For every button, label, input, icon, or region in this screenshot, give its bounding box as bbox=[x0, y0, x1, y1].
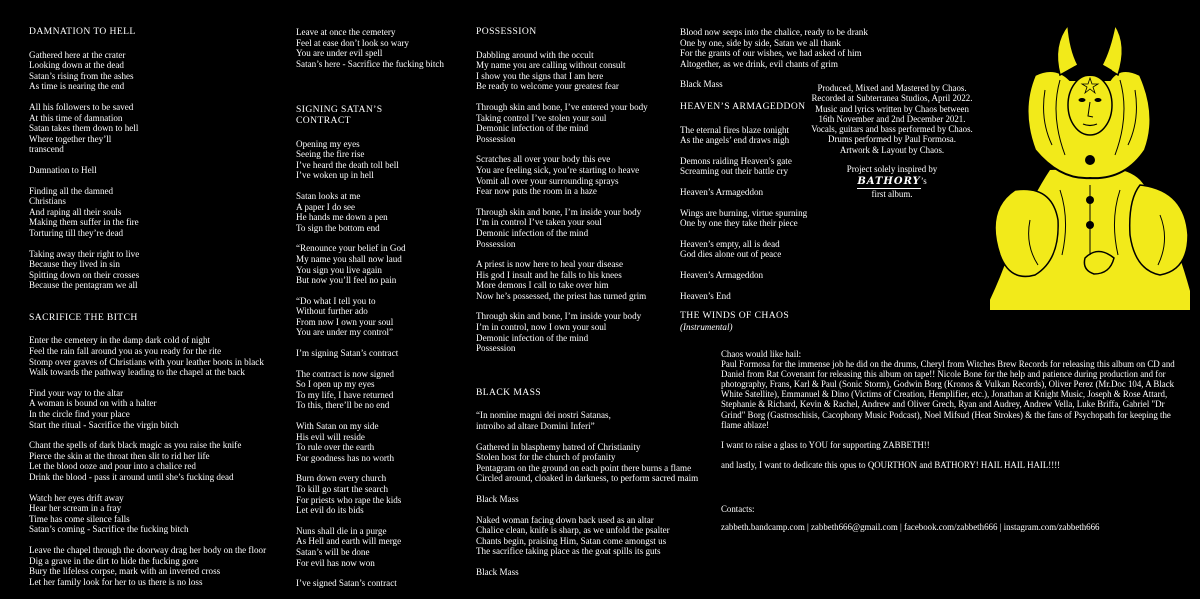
lyric-line: But now you’ll feel no pain bbox=[296, 275, 397, 286]
stanza bbox=[29, 440, 291, 482]
lyric-line: As time is nearing the end bbox=[29, 81, 125, 92]
lyric-line: Fear now puts the room in a haze bbox=[476, 186, 597, 197]
lyric-line: transcend bbox=[29, 144, 64, 155]
lyric-line: Black Mass bbox=[680, 79, 723, 90]
lyric-line: Satan’s rising from the ashes bbox=[29, 70, 134, 81]
lyric-line: For priests who rape the kids bbox=[296, 494, 402, 505]
hail-body: Paul Formosa for the immense job he did on the drums, Cheryl from Witches Brew Records for releasing this album on CD and Daniel from Rat Covenant for releasing this album on tape!! Nicole Bone for the help and patience during production and for photography, Frans, Karl & Paul (Sonic Storm), Godwin Borg (Kronos & Vulkan Records), Oliver Perez (Mr.Doc 104, A Black White Satellite), Emmanuel & Dino (Victims of Creation, Hemplifier, etc.), Jonathan at Knight Music, Joseph & Rose Attard, Stephanie & Richard, Kevin & Rachel, Andrew and Oliver Grech, Ryan and Audrey, Andrew Vella, Luke Briffa, Gabriel "Dr Grind" Borg (Gastroschisis, Cacophony Music Podcast), Noel Mifsud (Heat Strokes) & the fans of Psychopath for keeping the flame ablaze! bbox=[721, 359, 1175, 430]
lyric-line: Let her family look for her to us there is no loss bbox=[29, 576, 203, 587]
lyric-line: Finding all the damned bbox=[29, 185, 114, 196]
lyric-line: Let evil do its bids bbox=[296, 505, 364, 516]
song-title: SIGNING SATAN’S CONTRACT bbox=[296, 104, 383, 126]
stanza bbox=[296, 369, 466, 411]
contacts-section bbox=[721, 504, 1181, 532]
lyric-line: All his followers to be saved bbox=[29, 101, 134, 112]
lyric-line: Through skin and bone, I’ve entered your body bbox=[476, 101, 648, 112]
lyric-line: Heaven’s empty, all is dead bbox=[680, 238, 780, 249]
lyric-line: Satan’s coming - Sacrifice the fucking bitch bbox=[29, 524, 189, 535]
stanza bbox=[29, 335, 291, 377]
stanza bbox=[476, 102, 676, 144]
lyric-line: Chants begin, praising Him, Satan come amongst us bbox=[476, 535, 667, 546]
lyric-line: You are under my control” bbox=[296, 327, 394, 338]
lyric-line: I’ve signed Satan’s contract bbox=[296, 578, 397, 589]
lyric-line: More demons I call to take over him bbox=[476, 280, 609, 291]
lyric-line: “In nomine magni dei nostri Satanas, bbox=[476, 410, 611, 421]
credit-line: Recorded at Subterranea Studios, April 2022. bbox=[811, 93, 973, 104]
lyric-line: You are feeling sick, you’re starting to heave bbox=[476, 164, 640, 175]
stanza bbox=[680, 208, 880, 229]
song bbox=[680, 27, 880, 90]
lyric-line: Feel at ease don’t look so wary bbox=[296, 37, 409, 48]
lyric-line: Black Mass bbox=[476, 494, 519, 504]
lyric-line: Burn down every church bbox=[296, 473, 387, 484]
song-title: DAMNATION TO HELL bbox=[29, 26, 136, 37]
stanza bbox=[476, 441, 699, 484]
lyric-line: His god I insult and he falls to his knees bbox=[476, 269, 622, 280]
stanza bbox=[296, 27, 466, 69]
lyric-line: The eternal fires blaze tonight bbox=[680, 124, 790, 135]
lyric-line: My name you are calling without consult bbox=[476, 60, 626, 71]
lyric-line: Because they lived in sin bbox=[29, 259, 120, 270]
hail-raise: I want to raise a glass to YOU for supporting ZABBETH!! bbox=[721, 439, 930, 450]
lyric-line: Demonic infection of the mind bbox=[476, 123, 589, 134]
lyric-line: I’ve woken up in hell bbox=[296, 170, 374, 181]
lyric-line: Leave the chapel through the doorway drag her body on the floor bbox=[29, 544, 267, 555]
lyric-line: Let the blood ooze and pour into a chalice red bbox=[29, 461, 196, 472]
lyric-line: Heaven’s Armageddon bbox=[680, 186, 764, 197]
lyric-line: He hands me down a pen bbox=[296, 212, 388, 223]
lyric-line: For goodness has no worth bbox=[296, 452, 395, 463]
lyric-line: Where together they’ll bbox=[29, 133, 112, 144]
lyric-line: To sign the bottom end bbox=[296, 222, 380, 233]
lyric-line: Enter the cemetery in the damp dark cold of night bbox=[29, 335, 211, 346]
lyric-line: Circled around, cloaked in darkness, to perform sacred maim bbox=[476, 473, 699, 484]
lyric-line: Start the ritual - Sacrifice the virgin bitch bbox=[29, 419, 179, 430]
song bbox=[476, 27, 676, 354]
stanza bbox=[29, 165, 291, 176]
stanza bbox=[476, 50, 676, 92]
lyric-line: Taking away their right to live bbox=[29, 248, 140, 259]
lyric-line: Possession bbox=[476, 133, 516, 144]
credit-line: 16th November and 2nd December 2021. bbox=[818, 113, 966, 124]
stanza bbox=[476, 311, 676, 353]
lyric-line: Heaven’s End bbox=[680, 290, 731, 301]
credit-line: Artwork & Layout by Chaos. bbox=[839, 144, 945, 155]
lyric-line: With Satan on my side bbox=[296, 421, 379, 432]
lyric-line: “Renounce your belief in God bbox=[296, 243, 406, 254]
stanza bbox=[476, 154, 676, 196]
credit-line: Vocals, guitars and bass performed by Chaos. bbox=[811, 124, 973, 135]
stanza bbox=[680, 239, 880, 260]
stanza bbox=[476, 410, 676, 431]
lyric-line: Satan’s will be done bbox=[296, 546, 370, 557]
stanza bbox=[476, 515, 676, 557]
hail-section bbox=[721, 349, 1176, 480]
credit-line: Music and lyrics written by Chaos between bbox=[815, 103, 969, 114]
lyric-line: Making them suffer in the fire bbox=[29, 217, 139, 228]
lyric-line: Blood now seeps into the chalice, ready to be drank bbox=[680, 27, 868, 37]
lyric-line: Gathered here at the crater bbox=[29, 49, 126, 60]
lyric-line: Taking control I’ve stolen your soul bbox=[476, 112, 607, 123]
song-subtitle: (Instrumental) bbox=[680, 321, 733, 332]
stanza bbox=[476, 207, 676, 249]
lyric-line: One by one, side by side, Satan we all thank bbox=[680, 37, 841, 48]
lyric-line: In the circle find your place bbox=[29, 409, 130, 420]
lyric-line: I’m in control I’ve taken your soul bbox=[476, 217, 602, 228]
lyric-line: As Hell and earth will merge bbox=[296, 536, 402, 547]
lyric-line: Stolen host for the church of profanity bbox=[476, 452, 616, 463]
song-title: POSSESSION bbox=[476, 26, 537, 37]
lyric-line: Possession bbox=[476, 238, 516, 249]
production-credits bbox=[786, 83, 998, 199]
lyric-line: A woman is bound on with a halter bbox=[29, 398, 157, 409]
lyric-line: Time has come silence falls bbox=[29, 513, 130, 524]
lyric-line: One by one they take their piece bbox=[680, 218, 798, 229]
stanza bbox=[29, 50, 291, 92]
lyric-line: Screaming out their battle cry bbox=[680, 166, 789, 177]
lyric-line: Leave at once the cemetery bbox=[296, 27, 396, 37]
lyric-line: Looking down at the dead bbox=[29, 60, 124, 71]
lyric-line: I’m signing Satan’s contract bbox=[296, 348, 399, 359]
lyric-line: Wings are burning, virtue spurning bbox=[680, 207, 808, 218]
contacts-links[interactable]: zabbeth.bandcamp.com | zabbeth666@gmail.com | facebook.com/zabbeth666 | instagram.com/zabbeth666 bbox=[721, 522, 1100, 533]
contacts-label: Contacts: bbox=[721, 504, 755, 514]
lyric-line: For evil has now won bbox=[296, 557, 375, 568]
lyric-line: His evil will reside bbox=[296, 431, 365, 442]
lyric-line: From now I own your soul bbox=[296, 316, 394, 327]
bathory-logo: BATHORY bbox=[857, 176, 921, 188]
lyric-line: Demonic infection of the mind bbox=[476, 227, 589, 238]
song-title: SACRIFICE THE BITCH bbox=[29, 311, 138, 323]
lyric-line: Satan takes them down to hell bbox=[29, 123, 139, 134]
lyric-line: “Do what I tell you to bbox=[296, 295, 376, 306]
winds-of-chaos bbox=[680, 311, 880, 332]
lyric-line: God dies alone out of peace bbox=[680, 249, 782, 260]
lyric-line: Watch her eyes drift away bbox=[29, 492, 124, 503]
lyric-line: Altogether, as we drink, evil chants of grim bbox=[680, 58, 838, 69]
bathory-suffix: ’s bbox=[920, 176, 927, 187]
lyric-line: Seeing the fire rise bbox=[296, 149, 365, 160]
column-1 bbox=[29, 27, 291, 597]
song bbox=[296, 105, 466, 588]
credit-line: Drums performed by Paul Formosa. bbox=[828, 134, 956, 145]
lyric-line: I show you the signs that I am here bbox=[476, 70, 604, 81]
lyric-line: To rule over the earth bbox=[296, 442, 375, 453]
stanza bbox=[296, 243, 466, 285]
lyric-line: A priest is now here to heal your disease bbox=[476, 259, 623, 270]
song bbox=[29, 27, 291, 291]
portrait-illustration bbox=[990, 20, 1190, 320]
lyric-line: Dig a grave in the dirt to hide the fucking gore bbox=[29, 555, 199, 566]
album-text: first album. bbox=[871, 188, 913, 199]
lyric-line: I’m in control, now I own your soul bbox=[476, 322, 607, 333]
lyric-line: You are under evil spell bbox=[296, 48, 383, 59]
lyric-line: Chant the spells of dark black magic as you raise the knife bbox=[29, 440, 242, 451]
lyric-line: At this time of damnation bbox=[29, 112, 123, 123]
lyric-line: Pierce the skin at the throat then slit to rid her life bbox=[29, 450, 210, 461]
hail-dedicate: and lastly, I want to dedicate this opus to QOURTHON and BATHORY! HAIL HAIL HAIL!!!! bbox=[721, 459, 1061, 470]
lyric-line: Naked woman facing down back used as an altar bbox=[476, 514, 654, 525]
lyric-line: Drink the blood - pass it around until she’s fucking dead bbox=[29, 472, 234, 482]
stanza bbox=[680, 270, 880, 281]
stanza bbox=[476, 494, 676, 505]
lyric-line: For the grants of our wishes, we had asked of him bbox=[680, 48, 862, 59]
lyric-line: Find your way to the altar bbox=[29, 387, 124, 398]
lyric-line: And raping all their souls bbox=[29, 206, 122, 217]
lyric-line: Torturing till they’re dead bbox=[29, 227, 124, 238]
stanza bbox=[296, 139, 466, 181]
stanza bbox=[29, 102, 291, 155]
lyric-line: Stomp over graves of Christians with your leather boots in black bbox=[29, 356, 264, 367]
credit-line: Produced, Mixed and Mastered by Chaos. bbox=[817, 83, 967, 93]
lyric-line: Nuns shall die in a purge bbox=[296, 525, 387, 536]
lyric-line: To my life, I have returned bbox=[296, 389, 394, 400]
credit-lines bbox=[786, 83, 998, 155]
lyric-line: So I open up my eyes bbox=[296, 379, 375, 390]
stanza bbox=[680, 291, 880, 302]
stanza bbox=[296, 348, 466, 359]
song-title: BLACK MASS bbox=[476, 386, 542, 398]
lyric-line: To this, there’ll be no end bbox=[296, 400, 390, 411]
lyric-line: Be ready to welcome your greatest fear bbox=[476, 81, 619, 92]
lyric-line: Because the pentagram we all bbox=[29, 280, 138, 291]
lyric-line: Christians bbox=[29, 196, 66, 207]
stanza bbox=[476, 567, 676, 578]
lyric-line: Through skin and bone, I’m inside your body bbox=[476, 311, 642, 322]
stanza bbox=[296, 526, 466, 568]
stanza bbox=[29, 545, 291, 587]
lyric-line: You sign you live again bbox=[296, 264, 382, 275]
lyric-line: The contract is now signed bbox=[296, 368, 394, 379]
lyric-line: Bury the lifeless corpse, mark with an inverted cross bbox=[29, 566, 221, 577]
stanza bbox=[29, 249, 291, 291]
lyric-line: Gathered in blasphemy hatred of Christianity bbox=[476, 441, 641, 452]
stanza bbox=[29, 186, 291, 239]
inspired-text: Project solely inspired by bbox=[846, 164, 938, 175]
lyric-line: Damnation to Hell bbox=[29, 164, 97, 175]
lyric-line: Demonic infection of the mind bbox=[476, 332, 589, 343]
song bbox=[476, 386, 699, 578]
lyric-line: Satan looks at me bbox=[296, 190, 361, 201]
song-title: HEAVEN’S ARMAGEDDON bbox=[680, 100, 806, 112]
lyric-line: I’ve heard the death toll bell bbox=[296, 159, 399, 170]
column-2 bbox=[296, 27, 466, 599]
lyric-line: A paper I do see bbox=[296, 201, 356, 212]
lyric-line: Heaven’s Armageddon bbox=[680, 269, 764, 280]
stanza bbox=[296, 296, 466, 338]
lyric-line: Possession bbox=[476, 343, 516, 354]
lyric-line: Now he’s possessed, the priest has turned grim bbox=[476, 290, 647, 301]
stanza bbox=[296, 578, 466, 589]
lyric-line: Hear her scream in a fray bbox=[29, 503, 122, 514]
lyric-line: Spitting down on their crosses bbox=[29, 269, 140, 280]
lyric-line: Without further ado bbox=[296, 306, 368, 317]
lyric-line: Pentagram on the ground on each point there burns a flame bbox=[476, 462, 692, 473]
stanza bbox=[296, 191, 466, 233]
lyric-line: Satan’s here - Sacrifice the fucking bitch bbox=[296, 58, 444, 69]
stanza bbox=[29, 388, 291, 430]
lyric-line: Demons raiding Heaven’s gate bbox=[680, 155, 792, 166]
lyric-line: The sacrifice taking place as the goat spills its guts bbox=[476, 546, 661, 557]
lyric-line: Dabbling around with the occult bbox=[476, 49, 594, 60]
lyric-line: Chalice clean, knife is sharp, as we unfold the psalter bbox=[476, 525, 670, 536]
lyric-line: Through skin and bone, I’m inside your body bbox=[476, 206, 642, 217]
stanza bbox=[29, 493, 291, 535]
lyric-line: Black Mass bbox=[476, 566, 519, 577]
lyric-line: As the angels’ end draws nigh bbox=[680, 135, 790, 146]
stanza bbox=[680, 27, 880, 69]
stanza bbox=[296, 421, 466, 463]
column-3 bbox=[476, 26, 699, 588]
stanza bbox=[296, 473, 466, 515]
stanza bbox=[476, 259, 676, 301]
portrait-figure bbox=[990, 25, 1190, 310]
lyric-line: introibo ad altare Domini Inferi” bbox=[476, 421, 595, 432]
song-title: THE WINDS OF CHAOS bbox=[680, 310, 790, 322]
lyric-line: To kill go start the search bbox=[296, 484, 389, 494]
song bbox=[296, 27, 466, 69]
lyric-line: Vomit all over your surrounding sprays bbox=[476, 175, 619, 186]
lyric-line: My name you shall now laud bbox=[296, 253, 402, 264]
lyric-line: Opening my eyes bbox=[296, 138, 360, 149]
song bbox=[29, 313, 291, 587]
hail-heading: Chaos would like hail: bbox=[721, 349, 802, 359]
lyric-line: Feel the rain fall around you as you ready for the rite bbox=[29, 346, 222, 357]
lyric-line: Walk towards the pathway leading to the chapel at the back bbox=[29, 367, 245, 378]
lyric-line: Scratches all over your body this eve bbox=[476, 154, 611, 165]
